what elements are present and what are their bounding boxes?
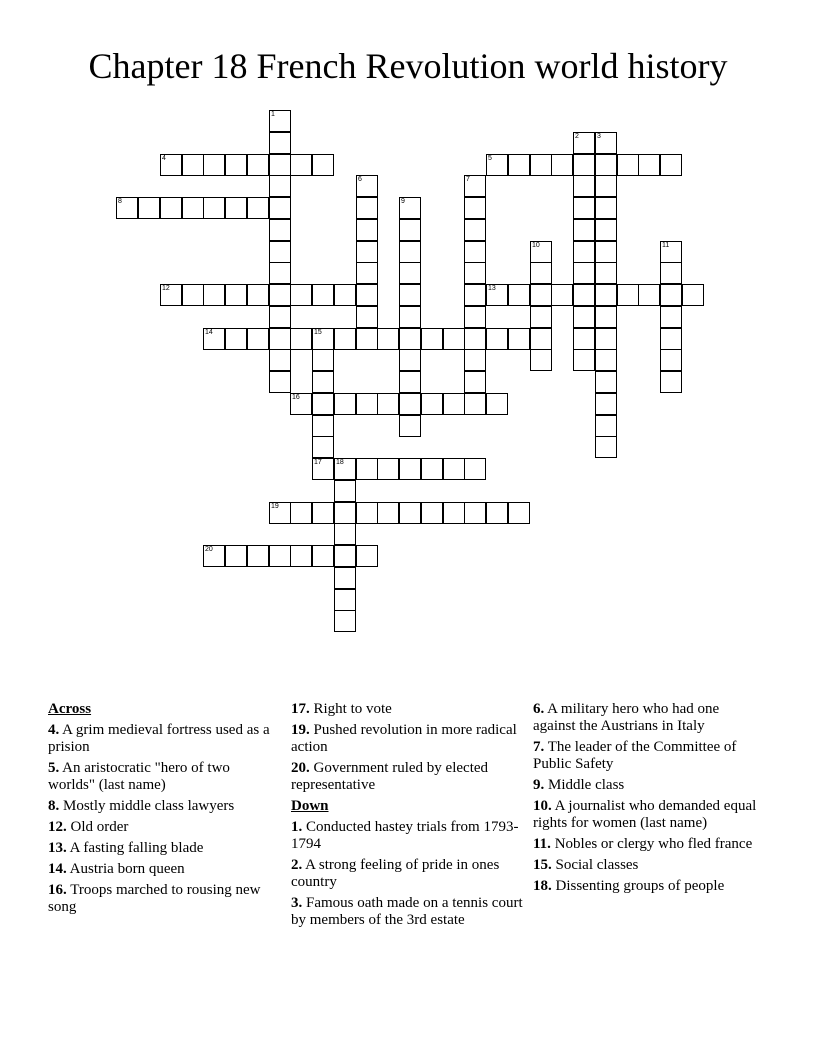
grid-cell[interactable] [530, 328, 552, 350]
clue-item [533, 739, 765, 773]
grid-cell[interactable] [399, 328, 421, 350]
clue-number-label: 7. [533, 739, 545, 755]
grid-cell[interactable] [247, 154, 269, 176]
grid-cell[interactable] [182, 284, 204, 306]
clue-item [48, 861, 280, 878]
grid-cell[interactable] [464, 241, 486, 263]
clues-column-1 [48, 701, 280, 920]
grid-cell[interactable] [290, 545, 312, 567]
grid-cell[interactable] [334, 523, 356, 545]
grid-cell[interactable] [464, 262, 486, 284]
grid-cell[interactable] [464, 175, 486, 197]
grid-cell[interactable] [334, 328, 356, 350]
grid-cell[interactable] [269, 349, 291, 371]
grid-cell[interactable] [399, 197, 421, 219]
grid-cell[interactable] [377, 458, 399, 480]
clue-text: Middle class [544, 777, 625, 793]
clue-number-label: 8. [48, 798, 60, 814]
clue-number-label: 6. [533, 701, 545, 717]
clue-number-label: 14. [48, 861, 67, 877]
grid-cell[interactable] [399, 371, 421, 393]
clue-item [533, 836, 765, 853]
grid-cell[interactable] [399, 349, 421, 371]
clue-item [48, 840, 280, 857]
clue-text: Mostly middle class lawyers [59, 798, 235, 814]
clue-number-label: 19. [291, 722, 310, 738]
clue-number-label: 3. [291, 895, 303, 911]
grid-cell[interactable] [334, 545, 356, 567]
grid-cell[interactable] [443, 393, 465, 415]
grid-cell[interactable] [377, 328, 399, 350]
grid-cell[interactable] [269, 262, 291, 284]
grid-cell[interactable] [573, 219, 595, 241]
grid-cell[interactable] [464, 197, 486, 219]
grid-cell[interactable] [334, 480, 356, 502]
clue-number: 4 [162, 155, 166, 162]
clue-text: A strong feeling of pride in ones country [291, 857, 500, 890]
grid-cell[interactable] [356, 241, 378, 263]
grid-cell[interactable] [617, 284, 639, 306]
clue-item [533, 878, 765, 895]
grid-cell[interactable] [660, 306, 682, 328]
clue-number: 3 [597, 133, 601, 140]
grid-cell[interactable] [530, 306, 552, 328]
grid-cell[interactable] [530, 154, 552, 176]
grid-cell[interactable] [399, 284, 421, 306]
grid-cell[interactable] [573, 262, 595, 284]
grid-cell[interactable] [356, 458, 378, 480]
grid-cell[interactable] [334, 567, 356, 589]
grid-cell[interactable] [508, 284, 530, 306]
clue-number: 10 [532, 242, 540, 249]
grid-cell[interactable] [269, 545, 291, 567]
grid-cell[interactable] [312, 545, 334, 567]
grid-cell[interactable] [443, 328, 465, 350]
grid-cell[interactable] [660, 154, 682, 176]
grid-cell[interactable] [356, 284, 378, 306]
clue-item [48, 722, 280, 756]
clue-item [48, 882, 280, 916]
grid-cell[interactable] [530, 349, 552, 371]
grid-cell[interactable] [182, 197, 204, 219]
grid-cell[interactable] [486, 328, 508, 350]
clue-item [291, 701, 523, 718]
grid-cell[interactable] [334, 458, 356, 480]
grid-cell[interactable] [290, 393, 312, 415]
grid-cell[interactable] [377, 502, 399, 524]
clue-number: 7 [466, 176, 470, 183]
grid-cell[interactable] [573, 284, 595, 306]
grid-cell[interactable] [312, 502, 334, 524]
grid-cell[interactable] [160, 284, 182, 306]
grid-cell[interactable] [595, 284, 617, 306]
clue-text: Government ruled by elected representative [291, 760, 489, 793]
grid-cell[interactable] [595, 197, 617, 219]
grid-cell[interactable] [660, 371, 682, 393]
clue-item [291, 857, 523, 891]
clue-number: 1 [271, 111, 275, 118]
clue-number-label: 12. [48, 819, 67, 835]
grid-cell[interactable] [464, 328, 486, 350]
clue-number-label: 20. [291, 760, 310, 776]
clue-item [533, 701, 765, 735]
grid-cell[interactable] [160, 197, 182, 219]
grid-cell[interactable] [312, 458, 334, 480]
grid-cell[interactable] [486, 393, 508, 415]
clue-text: Famous oath made on a tennis court by members of the 3rd estate [291, 895, 523, 928]
grid-cell[interactable] [464, 393, 486, 415]
grid-cell[interactable] [464, 284, 486, 306]
grid-cell[interactable] [225, 284, 247, 306]
grid-cell[interactable] [399, 262, 421, 284]
grid-cell[interactable] [486, 154, 508, 176]
grid-cell[interactable] [573, 328, 595, 350]
grid-cell[interactable] [247, 197, 269, 219]
grid-cell[interactable] [269, 306, 291, 328]
clue-number-label: 16. [48, 882, 67, 898]
clue-text: A fasting falling blade [66, 840, 204, 856]
grid-cell[interactable] [660, 328, 682, 350]
grid-cell[interactable] [573, 175, 595, 197]
clue-number-label: 11. [533, 836, 551, 852]
grid-cell[interactable] [595, 436, 617, 458]
grid-cell[interactable] [377, 393, 399, 415]
grid-cell[interactable] [573, 154, 595, 176]
grid-cell[interactable] [356, 175, 378, 197]
grid-cell[interactable] [595, 241, 617, 263]
clue-number-label: 18. [533, 878, 552, 894]
grid-cell[interactable] [290, 328, 312, 350]
grid-cell[interactable] [160, 154, 182, 176]
clue-number-label: 1. [291, 819, 303, 835]
grid-cell[interactable] [116, 197, 138, 219]
clue-number: 8 [118, 198, 122, 205]
clue-text: Conducted hastey trials from 1793-1794 [291, 819, 519, 852]
grid-cell[interactable] [138, 197, 160, 219]
grid-cell[interactable] [312, 328, 334, 350]
grid-cell[interactable] [203, 154, 225, 176]
grid-cell[interactable] [660, 241, 682, 263]
grid-cell[interactable] [660, 284, 682, 306]
clue-number-label: 17. [291, 701, 310, 717]
grid-cell[interactable] [334, 393, 356, 415]
clue-item [291, 722, 523, 756]
grid-cell[interactable] [356, 219, 378, 241]
grid-cell[interactable] [334, 284, 356, 306]
clue-text: A military hero who had one against the Austrians in Italy [533, 701, 720, 734]
grid-cell[interactable] [356, 502, 378, 524]
grid-cell[interactable] [269, 175, 291, 197]
clue-number: 6 [358, 176, 362, 183]
grid-cell[interactable] [573, 197, 595, 219]
grid-cell[interactable] [595, 415, 617, 437]
grid-cell[interactable] [595, 371, 617, 393]
grid-cell[interactable] [182, 154, 204, 176]
clue-number: 12 [162, 285, 170, 292]
grid-cell[interactable] [638, 154, 660, 176]
grid-cell[interactable] [269, 219, 291, 241]
grid-cell[interactable] [595, 175, 617, 197]
grid-cell[interactable] [290, 284, 312, 306]
clue-item [291, 895, 523, 929]
grid-cell[interactable] [638, 284, 660, 306]
grid-cell[interactable] [573, 132, 595, 154]
grid-cell[interactable] [312, 393, 334, 415]
grid-cell[interactable] [334, 610, 356, 632]
grid-cell[interactable] [530, 262, 552, 284]
clue-number: 17 [314, 459, 322, 466]
clues-column-2 [291, 701, 523, 933]
clue-item [533, 857, 765, 874]
grid-cell[interactable] [595, 306, 617, 328]
clue-number-label: 2. [291, 857, 303, 873]
grid-cell[interactable] [203, 284, 225, 306]
clue-number: 19 [271, 503, 279, 510]
grid-cell[interactable] [334, 589, 356, 611]
grid-cell[interactable] [595, 328, 617, 350]
clue-item [48, 798, 280, 815]
clue-text: A grim medieval fortress used as a prision [48, 722, 270, 755]
clue-number: 15 [314, 329, 322, 336]
clue-text: Nobles or clergy who fled france [550, 836, 753, 852]
clue-number: 5 [488, 155, 492, 162]
grid-cell[interactable] [356, 545, 378, 567]
grid-cell[interactable] [595, 349, 617, 371]
grid-cell[interactable] [269, 284, 291, 306]
grid-cell[interactable] [595, 154, 617, 176]
clue-number: 9 [401, 198, 405, 205]
grid-cell[interactable] [312, 349, 334, 371]
grid-cell[interactable] [486, 284, 508, 306]
grid-cell[interactable] [443, 502, 465, 524]
grid-cell[interactable] [486, 502, 508, 524]
grid-cell[interactable] [464, 306, 486, 328]
grid-cell[interactable] [464, 349, 486, 371]
clue-number-label: 5. [48, 760, 60, 776]
grid-cell[interactable] [508, 502, 530, 524]
grid-cell[interactable] [530, 241, 552, 263]
clue-text: Pushed revolution in more radical action [291, 722, 517, 755]
grid-cell[interactable] [269, 132, 291, 154]
grid-cell[interactable] [464, 458, 486, 480]
clue-number-label: 13. [48, 840, 67, 856]
clue-text: Right to vote [309, 701, 392, 717]
grid-cell[interactable] [225, 154, 247, 176]
grid-cell[interactable] [247, 328, 269, 350]
grid-cell[interactable] [356, 262, 378, 284]
grid-cell[interactable] [464, 219, 486, 241]
grid-cell[interactable] [290, 154, 312, 176]
clue-text: Social classes [551, 857, 639, 873]
clue-number-label: 15. [533, 857, 552, 873]
grid-cell[interactable] [421, 393, 443, 415]
grid-cell[interactable] [399, 458, 421, 480]
grid-cell[interactable] [356, 328, 378, 350]
grid-cell[interactable] [312, 284, 334, 306]
grid-cell[interactable] [508, 154, 530, 176]
grid-cell[interactable] [399, 219, 421, 241]
clue-number: 2 [575, 133, 579, 140]
grid-cell[interactable] [573, 349, 595, 371]
clue-item [533, 777, 765, 794]
grid-cell[interactable] [464, 502, 486, 524]
grid-cell[interactable] [290, 502, 312, 524]
clue-text: The leader of the Committee of Public Safety [533, 739, 737, 772]
grid-cell[interactable] [551, 284, 573, 306]
clue-number: 14 [205, 329, 213, 336]
clue-text: A journalist who demanded equal rights for women (last name) [533, 798, 757, 831]
grid-cell[interactable] [269, 197, 291, 219]
grid-cell[interactable] [421, 458, 443, 480]
grid-cell[interactable] [508, 328, 530, 350]
grid-cell[interactable] [334, 502, 356, 524]
grid-cell[interactable] [573, 306, 595, 328]
clue-number: 11 [662, 242, 670, 249]
puzzle-title: Chapter 18 French Revolution world history [88, 46, 728, 86]
grid-cell[interactable] [225, 197, 247, 219]
grid-cell[interactable] [312, 415, 334, 437]
grid-cell[interactable] [225, 545, 247, 567]
grid-cell[interactable] [660, 262, 682, 284]
grid-cell[interactable] [595, 219, 617, 241]
grid-cell[interactable] [203, 328, 225, 350]
grid-cell[interactable] [682, 284, 704, 306]
clue-number-label: 4. [48, 722, 60, 738]
clue-item [48, 819, 280, 836]
grid-cell[interactable] [356, 306, 378, 328]
clue-section-heading: Across [48, 701, 92, 717]
grid-cell[interactable] [399, 306, 421, 328]
grid-cell[interactable] [660, 349, 682, 371]
grid-cell[interactable] [269, 241, 291, 263]
grid-cell[interactable] [573, 241, 595, 263]
grid-cell[interactable] [443, 458, 465, 480]
grid-cell[interactable] [312, 154, 334, 176]
clue-item [533, 798, 765, 832]
grid-cell[interactable] [225, 328, 247, 350]
clue-text: Dissenting groups of people [551, 878, 725, 894]
grid-cell[interactable] [595, 132, 617, 154]
clue-number-label: 10. [533, 798, 552, 814]
grid-cell[interactable] [247, 284, 269, 306]
clue-item [48, 760, 280, 794]
clue-section-heading: Down [291, 798, 329, 814]
grid-cell[interactable] [269, 371, 291, 393]
clue-number: 16 [292, 394, 300, 401]
grid-cell[interactable] [595, 393, 617, 415]
clue-text: An aristocratic "hero of two worlds" (last name) [48, 760, 230, 793]
grid-cell[interactable] [399, 241, 421, 263]
grid-cell[interactable] [399, 415, 421, 437]
grid-cell[interactable] [595, 262, 617, 284]
grid-cell[interactable] [269, 154, 291, 176]
grid-cell[interactable] [203, 197, 225, 219]
grid-cell[interactable] [421, 328, 443, 350]
grid-cell[interactable] [551, 154, 573, 176]
clue-number: 18 [336, 459, 344, 466]
grid-cell[interactable] [399, 393, 421, 415]
grid-cell[interactable] [399, 502, 421, 524]
grid-cell[interactable] [247, 545, 269, 567]
clues-column-3 [533, 701, 765, 899]
clue-text: Old order [66, 819, 129, 835]
clue-item [291, 760, 523, 794]
clue-number: 13 [488, 285, 496, 292]
clue-number-label: 9. [533, 777, 545, 793]
grid-cell[interactable] [464, 371, 486, 393]
grid-cell[interactable] [312, 436, 334, 458]
grid-cell[interactable] [530, 284, 552, 306]
clue-text: Troops marched to rousing new song [48, 882, 261, 915]
grid-cell[interactable] [312, 371, 334, 393]
grid-cell[interactable] [617, 154, 639, 176]
grid-cell[interactable] [356, 197, 378, 219]
grid-cell[interactable] [269, 328, 291, 350]
grid-cell[interactable] [203, 545, 225, 567]
clue-number: 20 [205, 546, 213, 553]
grid-cell[interactable] [356, 393, 378, 415]
grid-cell[interactable] [269, 110, 291, 132]
clue-text: Austria born queen [66, 861, 185, 877]
grid-cell[interactable] [269, 502, 291, 524]
grid-cell[interactable] [421, 502, 443, 524]
clue-item [291, 819, 523, 853]
